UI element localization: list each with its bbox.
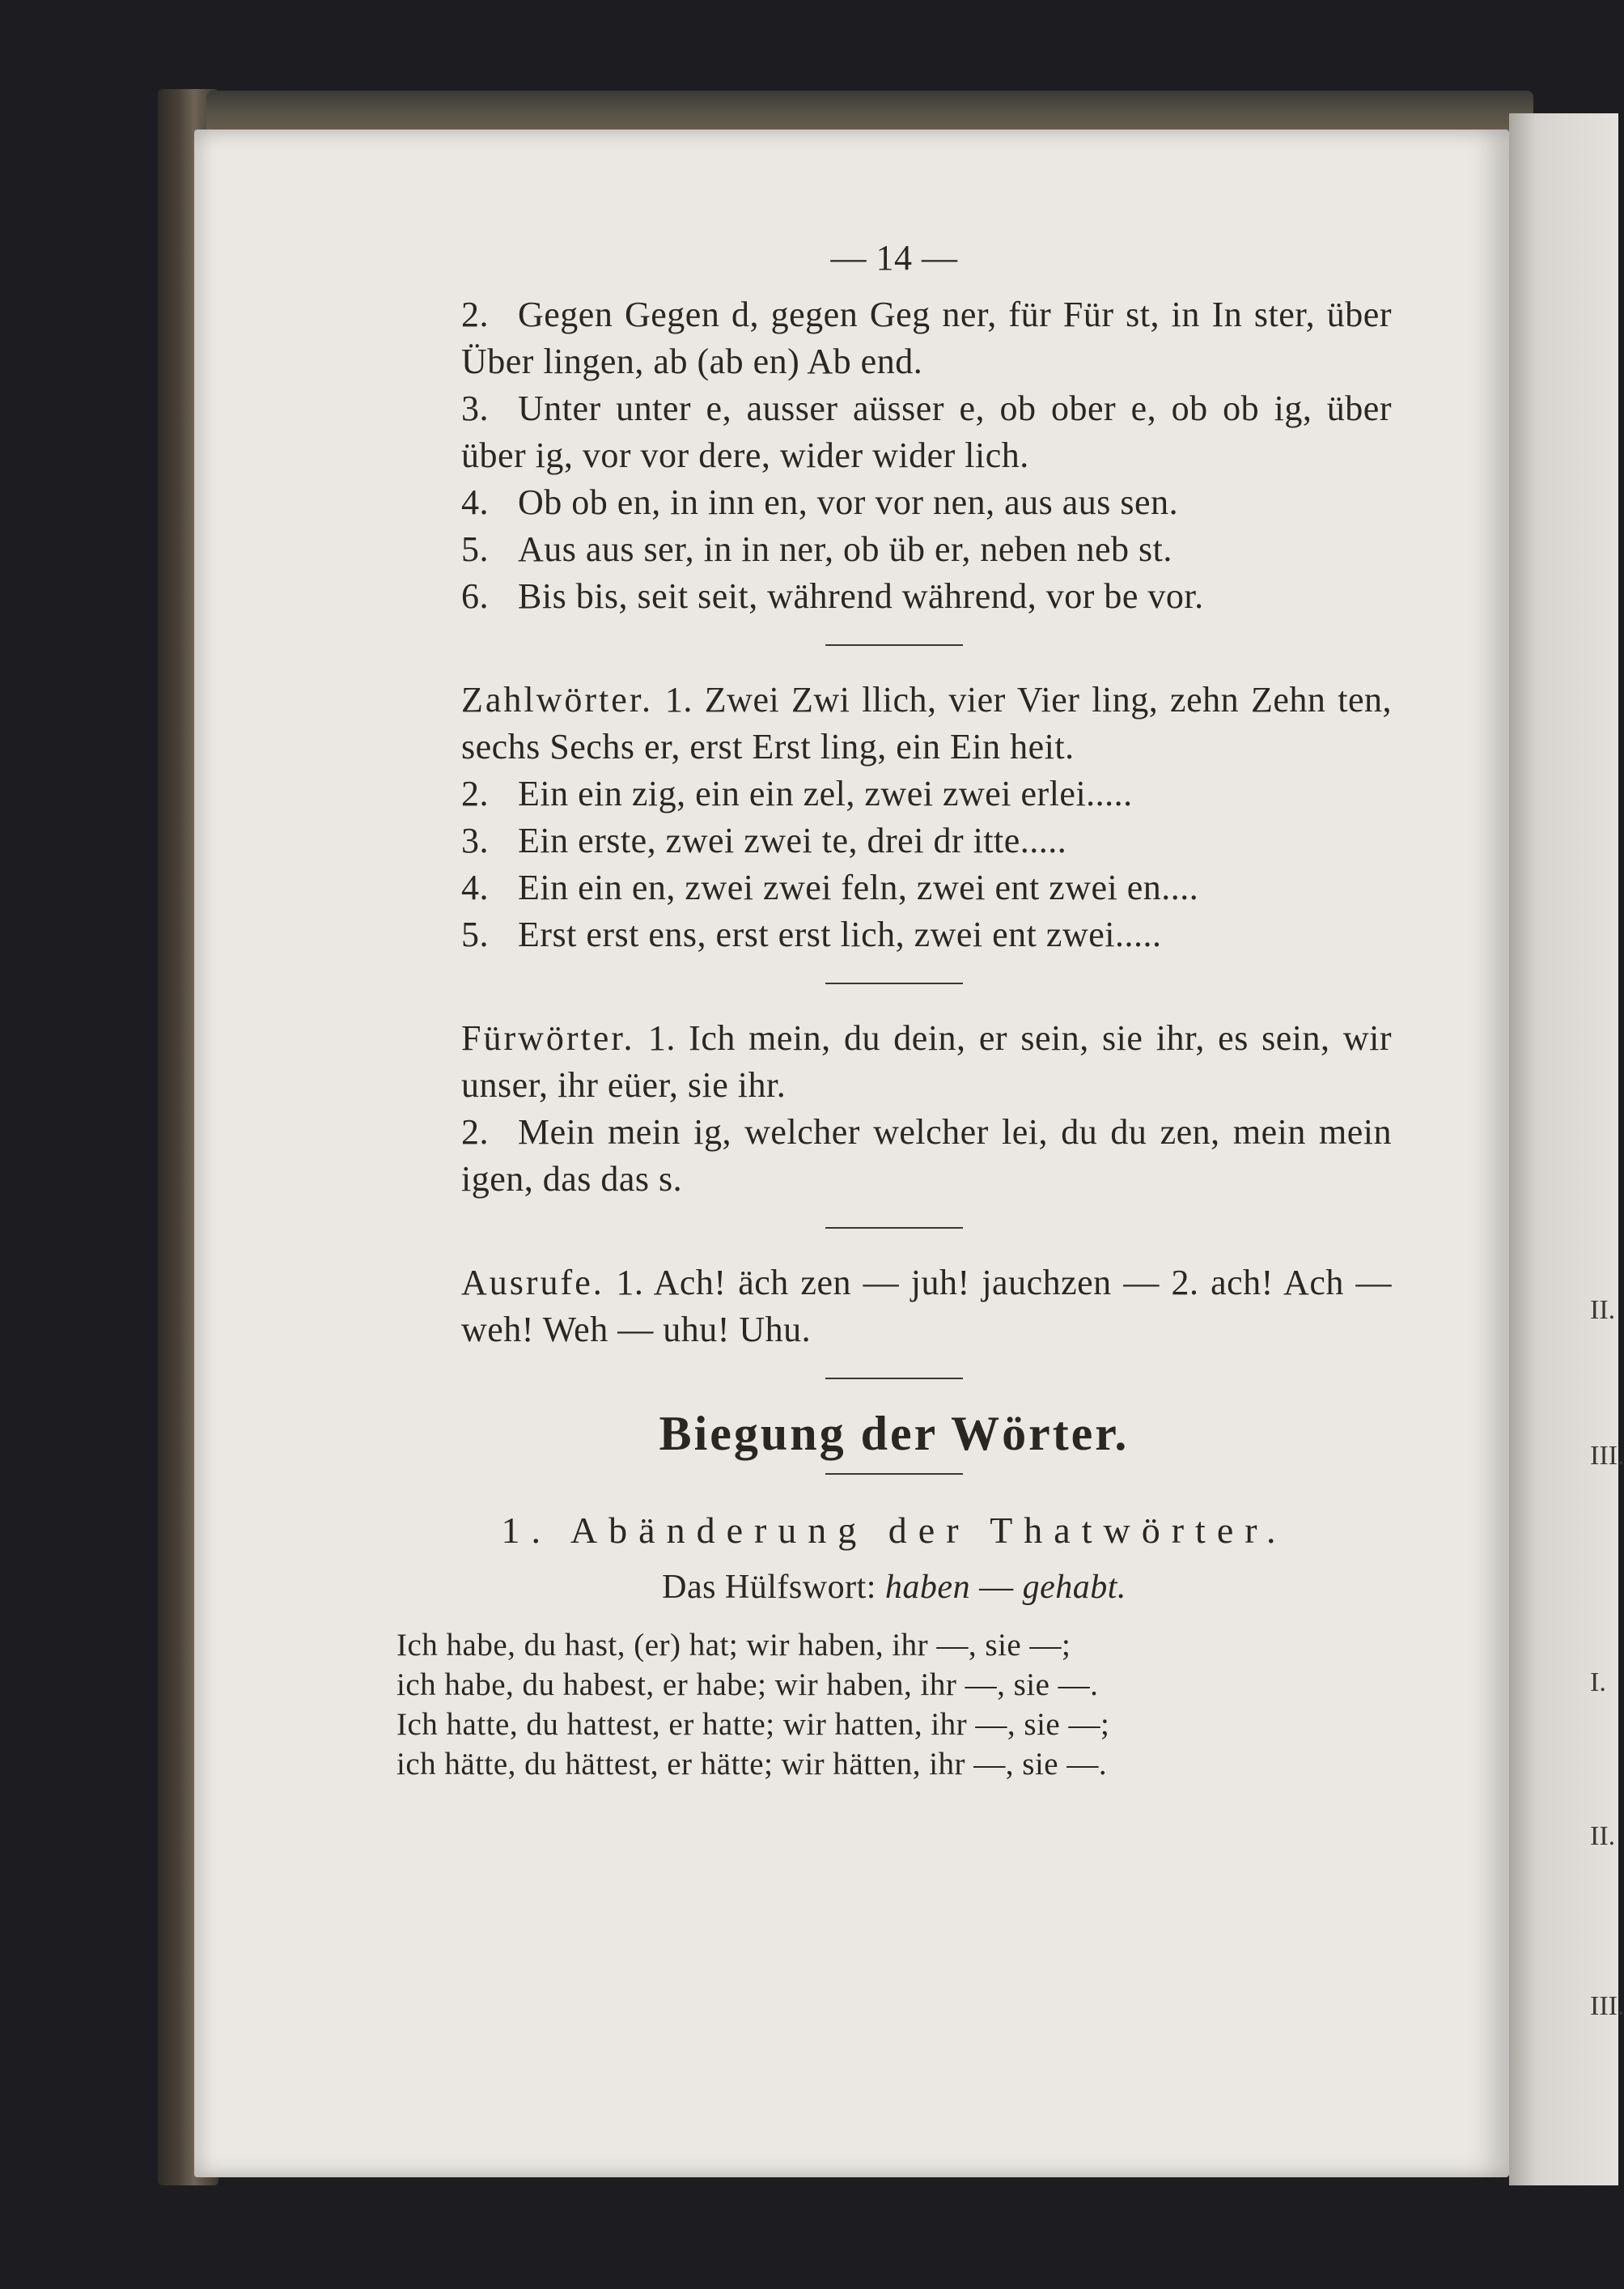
list-item: 3. Ein erste, zwei zwei te, drei dr itte..... — [461, 821, 1067, 860]
list-item: 2. Mein mein ig, welcher welcher lei, du du zen, mein mein igen, das das s. — [461, 1112, 1392, 1199]
chapter-title: Biegung der Wörter. — [659, 1407, 1130, 1460]
hulfswort-line: Das Hülfswort: haben — gehabt. — [662, 1569, 1126, 1606]
page-content — [396, 235, 1392, 1784]
divider — [825, 1473, 963, 1475]
margin-mark: III. — [1590, 1991, 1624, 2021]
list-item: 4. Ob ob en, in inn en, vor vor nen, aus aus sen. — [461, 482, 1179, 522]
margin-mark: II. — [1590, 1295, 1616, 1325]
conjugation-line: Ich hatte, du hattest, er hatte; wir hatten, ihr —, sie —; — [396, 1707, 1110, 1742]
margin-mark: II. — [1590, 1821, 1616, 1851]
divider — [825, 983, 963, 984]
divider — [825, 1378, 963, 1379]
margin-mark: I. — [1590, 1667, 1606, 1697]
section-intro: Ausrufe. 1. Ach! äch zen — juh! jauchzen — 2. ach! Ach — weh! Weh — uhu! Uhu. — [461, 1263, 1393, 1349]
book-cover-edge — [206, 91, 1533, 135]
conjugation-line: ich habe, du habest, er habe; wir haben, ihr —, sie —. — [396, 1667, 1099, 1702]
conjugation-line: ich hätte, du hättest, er hätte; wir hätten, ihr —, sie —. — [396, 1747, 1108, 1782]
list-item: 5. Aus aus ser, in in ner, ob üb er, neben neb st. — [461, 529, 1172, 569]
list-item: 2. Gegen Gegen d, gegen Geg ner, für Für st, in In ster, über Über lingen, ab (ab en) Ab end. — [461, 295, 1392, 381]
section-list — [396, 291, 1392, 620]
fuerwoerter-section — [396, 1015, 1392, 1203]
list-item: 4. Ein ein en, zwei zwei feln, zwei ent zwei en.... — [461, 868, 1199, 907]
ausrufe-section — [396, 1259, 1392, 1353]
conjugation-table — [396, 1625, 1392, 1784]
page-number: — 14 — — [830, 238, 958, 278]
conjugation-line: Ich habe, du hast, (er) hat; wir haben, ihr —, sie —; — [396, 1628, 1071, 1663]
divider — [825, 644, 963, 646]
facing-page-edge — [1509, 113, 1624, 2185]
list-item: 6. Bis bis, seit seit, während während, vor be vor. — [461, 576, 1204, 616]
list-item: 5. Erst erst ens, erst erst lich, zwei ent zwei..... — [461, 915, 1162, 954]
section-heading: Fürwörter. — [461, 1018, 635, 1058]
section-intro: Zahlwörter. 1. Zwei Zwi llich, vier Vier ling, zehn Zehn ten, sechs Sechs er, erst Erst ling, ein Ein heit. — [461, 680, 1393, 767]
section-subtitle: 1. Abänderung der Thatwörter. — [501, 1510, 1287, 1551]
list-item: 3. Unter unter e, ausser aüsser e, ob ober e, ob ob ig, über über ig, vor vor dere, wider wider lich. — [461, 389, 1392, 475]
section-intro: Fürwörter. 1. Ich mein, du dein, er sein, sie ihr, es sein, wir unser, ihr eüer, sie ihr. — [461, 1018, 1393, 1105]
section-heading: Ausrufe. — [461, 1263, 604, 1302]
divider — [825, 1227, 963, 1229]
list-item: 2. Ein ein zig, ein ein zel, zwei zwei erlei..... — [461, 774, 1133, 813]
margin-mark: III. — [1590, 1441, 1624, 1471]
section-heading: Zahlwörter. — [461, 680, 654, 720]
zahlwoerter-section — [396, 677, 1392, 958]
